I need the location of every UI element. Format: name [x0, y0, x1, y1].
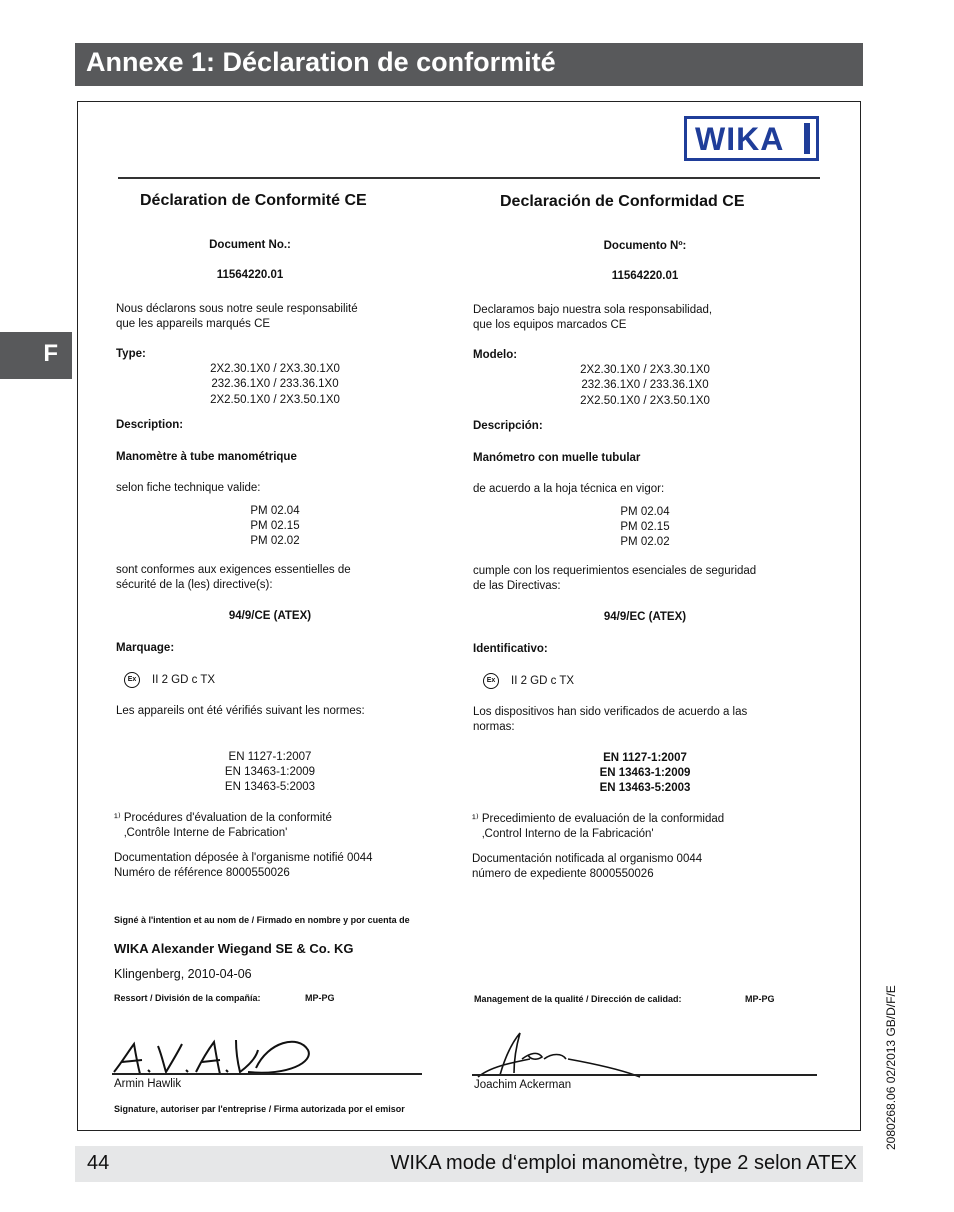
left-signature-line	[112, 1073, 422, 1075]
left-sheet-2: PM 02.15	[250, 520, 300, 532]
ex-symbol-icon: Ex	[124, 672, 140, 688]
right-procedure-1: ¹⁾ Precedimiento de evaluación de la conformidad	[472, 813, 725, 825]
division-label: Ressort / División de la compañía:	[114, 993, 261, 1003]
left-declare-2: que les appareils marqués CE	[116, 318, 271, 330]
right-sheet-intro: de acuerdo a la hoja técnica en vigor:	[473, 483, 665, 495]
page-number: 44	[87, 1152, 110, 1174]
right-signature-line	[472, 1074, 817, 1076]
right-verified-1: Los dispositivos han sido verificados de acuerdo a las	[473, 706, 748, 718]
right-desc-label: Descripción:	[473, 420, 543, 432]
right-deposit-1: Documentación notificada al organismo 0044	[472, 853, 703, 865]
wika-logo-bar	[804, 123, 810, 154]
left-doc-label: Document No.:	[209, 239, 291, 251]
left-heading: Déclaration de Conformité CE	[140, 192, 367, 209]
left-sheet-3: PM 02.02	[250, 535, 300, 547]
section-header	[75, 43, 863, 86]
right-procedure-2: ‚Control Interno de la Fabricación'	[482, 828, 654, 840]
right-type-label: Modelo:	[473, 349, 518, 361]
ex-symbol-icon: Ex	[483, 673, 499, 689]
right-conform-2: de las Directivas:	[473, 580, 561, 592]
signature-note: Signature, autoriser par l'entreprise / Firma autorizada por el emisor	[114, 1104, 405, 1114]
right-norm-1: EN 1127-1:2007	[603, 752, 687, 764]
wika-logo	[684, 116, 819, 161]
right-sheet-1: PM 02.04	[620, 506, 670, 518]
right-doc-number: 11564220.01	[611, 270, 679, 282]
left-doc-number: 11564220.01	[216, 269, 284, 281]
left-type-label: Type:	[116, 348, 146, 360]
language-tab	[0, 332, 72, 379]
header-rule	[118, 177, 820, 179]
left-deposit-2: Numéro de référence 8000550026	[114, 867, 290, 879]
right-signatory: Joachim Ackerman	[474, 1079, 572, 1091]
left-norm-1: EN 1127-1:2007	[228, 751, 312, 763]
left-signatory: Armin Hawlik	[114, 1078, 182, 1090]
left-deposit-1: Documentation déposée à l'organisme notifié 0044	[114, 852, 373, 864]
right-deposit-2: número de expediente 8000550026	[472, 868, 654, 880]
quality-value: MP-PG	[745, 994, 775, 1004]
left-marking-value: II 2 GD c TX	[152, 674, 216, 686]
right-marking-value: II 2 GD c TX	[511, 675, 575, 687]
right-conform-1: cumple con los requerimientos esenciales de seguridad	[473, 565, 757, 577]
right-type-2: 232.36.1X0 / 233.36.1X0	[581, 379, 709, 391]
right-marking-label: Identificativo:	[473, 643, 548, 655]
left-procedure-1: ¹⁾ Procédures d'évaluation de la conformité	[114, 812, 332, 824]
place-date: Klingenberg, 2010-04-06	[114, 967, 252, 981]
company-name: WIKA Alexander Wiegand SE & Co. KG	[114, 941, 354, 956]
left-sheet-1: PM 02.04	[250, 505, 300, 517]
left-norm-2: EN 13463-1:2009	[224, 766, 316, 778]
right-sheet-3: PM 02.02	[620, 536, 670, 548]
right-type-1: 2X2.30.1X0 / 2X3.30.1X0	[580, 364, 710, 376]
page-title: Annexe 1: Déclaration de conformité	[86, 47, 556, 77]
right-declare-2: que los equipos marcados CE	[473, 319, 627, 331]
division-value: MP-PG	[305, 993, 335, 1003]
quality-label: Management de la qualité / Dirección de calidad:	[474, 994, 682, 1004]
right-type-3: 2X2.50.1X0 / 2X3.50.1X0	[580, 395, 710, 407]
left-marking-label: Marquage:	[116, 642, 175, 654]
left-type-2: 232.36.1X0 / 233.36.1X0	[211, 378, 339, 390]
right-verified-2: normas:	[473, 721, 515, 733]
signed-for-text: Signé à l'intention et au nom de / Firmado en nombre y por cuenta de	[114, 915, 410, 925]
right-norm-3: EN 13463-5:2003	[599, 782, 691, 794]
page-footer	[75, 1146, 863, 1182]
left-procedure-2: ‚Contrôle Interne de Fabrication'	[124, 827, 288, 839]
footer-title: WIKA mode d‘emploi manomètre, type 2 selon ATEX	[390, 1152, 857, 1174]
ackerman-signature-icon	[470, 1025, 660, 1085]
right-directive: 94/9/EC (ATEX)	[603, 611, 687, 623]
language-tab-label: F	[43, 340, 58, 367]
wika-logo-text: WIKA	[695, 121, 785, 157]
hawlik-signature-icon	[108, 1022, 323, 1080]
right-doc-label: Documento Nº:	[603, 240, 687, 252]
left-verified: Les appareils ont été vérifiés suivant les normes:	[116, 705, 365, 717]
left-desc-value: Manomètre à tube manométrique	[116, 451, 297, 463]
left-sheet-intro: selon fiche technique valide:	[116, 482, 261, 494]
right-norm-2: EN 13463-1:2009	[599, 767, 691, 779]
left-type-3: 2X2.50.1X0 / 2X3.50.1X0	[210, 394, 340, 406]
document-code: 2080268.06 02/2013 GB/D/F/E	[884, 985, 898, 1150]
left-desc-label: Description:	[116, 419, 184, 431]
left-declare-1: Nous déclarons sous notre seule responsabilité	[116, 303, 358, 315]
right-desc-value: Manómetro con muelle tubular	[473, 452, 641, 464]
left-type-1: 2X2.30.1X0 / 2X3.30.1X0	[210, 363, 340, 375]
left-directive: 94/9/CE (ATEX)	[228, 610, 312, 622]
left-norm-3: EN 13463-5:2003	[224, 781, 316, 793]
left-conform-2: sécurité de la (les) directive(s):	[116, 579, 273, 591]
right-heading: Declaración de Conformidad CE	[500, 193, 745, 210]
right-declare-1: Declaramos bajo nuestra sola responsabilidad,	[473, 304, 713, 316]
right-sheet-2: PM 02.15	[620, 521, 670, 533]
left-conform-1: sont conformes aux exigences essentielles de	[116, 564, 351, 576]
